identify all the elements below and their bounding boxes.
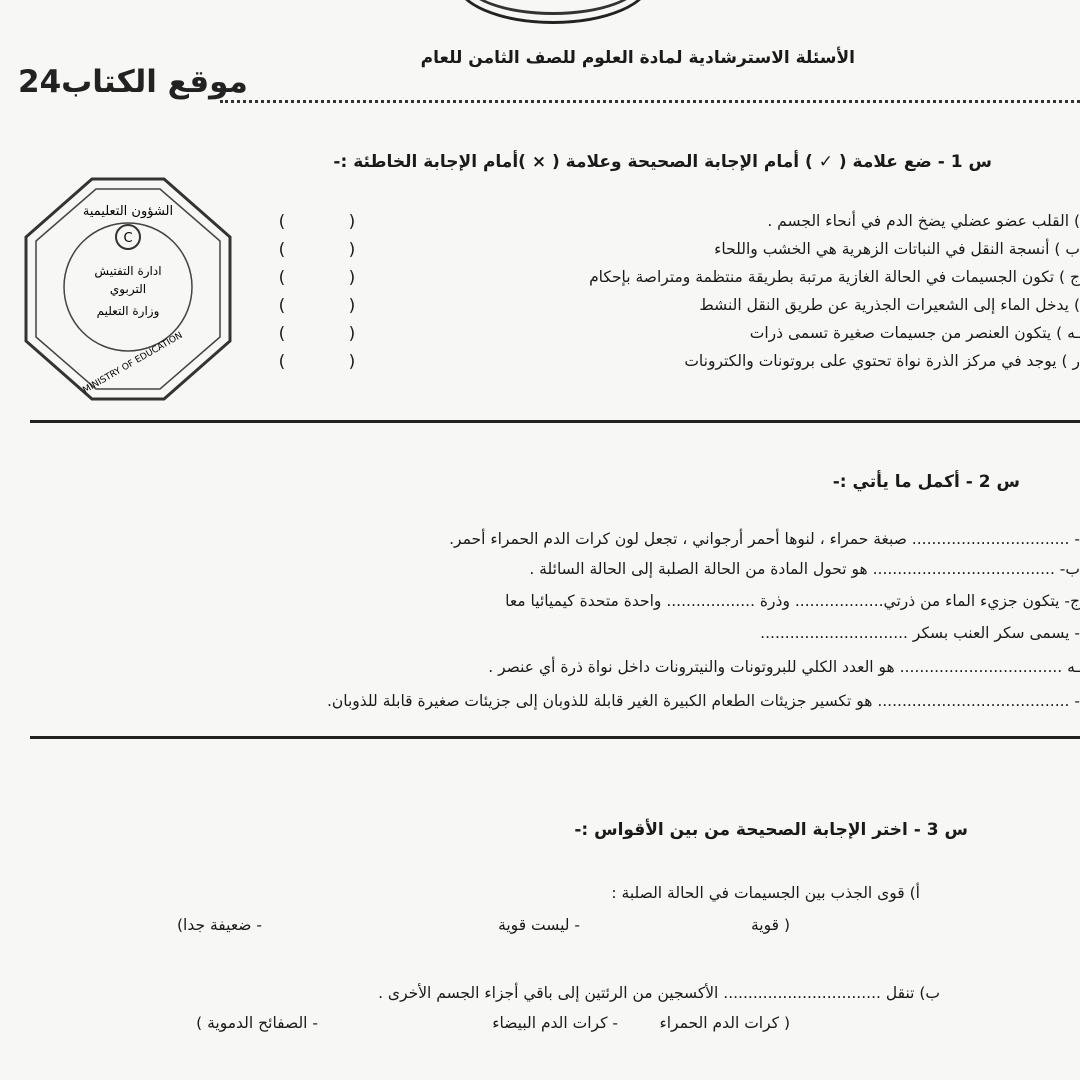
ministry-stamp <box>22 175 234 403</box>
q1-item-1-label: ) <box>1073 212 1080 230</box>
q1-heading: س 1 - ضع علامة ( ✓ ) أمام الإجابة الصحيحة وعلامة ( × )أمام الإجابة الخاطئة :- <box>333 152 992 172</box>
q1-item-4-label: ) <box>1073 296 1080 314</box>
q1-item-4 <box>699 296 1080 314</box>
q1-item-5 <box>750 324 1080 342</box>
q1-item-5-label: ـه ) <box>1056 324 1080 342</box>
q3a-option-2: - ليست قوية <box>498 916 580 934</box>
site-watermark: موقع الكتاب24 <box>18 64 248 100</box>
q3a-option-1: ( قوية <box>750 916 790 934</box>
q1-item-3 <box>589 268 1080 286</box>
q2-line-3: ج- يتكون جزيء الماء من ذرتي.................. وذرة .................. واحدة متحدة كيميائيا معا <box>505 592 1080 610</box>
q1-item-4-text: يدخل الماء إلى الشعيرات الجذرية عن طريق النقل النشط <box>699 296 1069 314</box>
top-seal-emblem <box>455 0 651 24</box>
q3b-stem: ب) تنقل ................................ الأكسجين من الرئتين إلى باقي أجزاء الجسم الأخرى . <box>378 984 940 1002</box>
q2-line-6: - ....................................... هو تكسير جزيئات الطعام الكبيرة الغير قابلة للذوبان إلى جزيئات صغيرة قابلة للذوبان. <box>326 692 1080 710</box>
q2-line-4: - يسمى سكر العنب بسكر .............................. <box>760 624 1080 642</box>
stamp-inner-line1: ادارة التفتيش <box>94 264 162 278</box>
q3-heading: س 3 - اختر الإجابة الصحيحة من بين الأقواس :- <box>574 820 968 840</box>
stamp-inner-line2: التربوي <box>109 282 147 296</box>
svg-text:C: C <box>123 231 133 246</box>
q1-answer-close-parens: ) ) ) ) ) ) <box>348 212 356 372</box>
q2-line-5: ـه ................................. هو العدد الكلي للبروتونات والنيترونات داخل نواة ذرة أي عنصر . <box>488 658 1080 676</box>
q1-item-3-label: ج ) <box>1059 268 1080 286</box>
q3a-stem: أ) قوى الجذب بين الجسيمات في الحالة الصلبة : <box>611 884 920 902</box>
q1-item-1-text: القلب عضو عضلي يضخ الدم في أنحاء الجسم . <box>767 212 1069 230</box>
q1-item-2-text: أنسجة النقل في النباتات الزهرية هي الخشب واللحاء <box>714 240 1050 258</box>
q1-item-1 <box>767 212 1080 230</box>
q2-line-2: ب- ..................................... هو تحول المادة من الحالة الصلبة إلى الحالة السائلة . <box>529 560 1080 578</box>
document-title: الأسئلة الاسترشادية لمادة العلوم للصف الثامن للعام <box>420 48 855 68</box>
q1-divider <box>30 420 1080 423</box>
stamp-arc-text: الشؤون التعليمية <box>82 204 174 219</box>
q2-divider <box>30 736 1080 739</box>
q1-item-2 <box>714 240 1080 258</box>
q3a-option-3: - ضعيفة جدا) <box>177 916 262 934</box>
q1-item-6-text: يوجد في مركز الذرة نواة تحتوي على بروتونات والكترونات <box>684 352 1057 370</box>
q3b-option-1: ( كرات الدم الحمراء <box>659 1014 790 1032</box>
q2-line-1: - ................................ صبغة حمراء ، لنوها أحمر أرجواني ، تجعل لون كرات الدم الحمراء أحمر. <box>449 530 1080 548</box>
q1-item-6 <box>684 352 1080 370</box>
q3b-option-3: - الصفائح الدموية ) <box>196 1014 318 1032</box>
q1-item-6-label: ر ) <box>1061 352 1080 370</box>
q1-item-3-text: تكون الجسيمات في الحالة الغازية مرتبة بطريقة منتظمة ومتراصة بإحكام <box>589 268 1055 286</box>
q1-item-5-text: يتكون العنصر من جسيمات صغيرة تسمى ذرات <box>749 324 1052 342</box>
q2-heading: س 2 - أكمل ما يأتي :- <box>832 472 1020 492</box>
q3b-option-2: - كرات الدم البيضاء <box>492 1014 618 1032</box>
stamp-english-text: MINISTRY OF EDUCATION <box>81 330 185 396</box>
stamp-bottom-text: وزارة التعليم <box>96 304 160 318</box>
header-dotted-divider <box>220 100 1080 103</box>
q1-item-2-label: ب ) <box>1054 240 1080 258</box>
q1-answer-open-parens: ( ( ( ( ( ( <box>278 212 286 372</box>
